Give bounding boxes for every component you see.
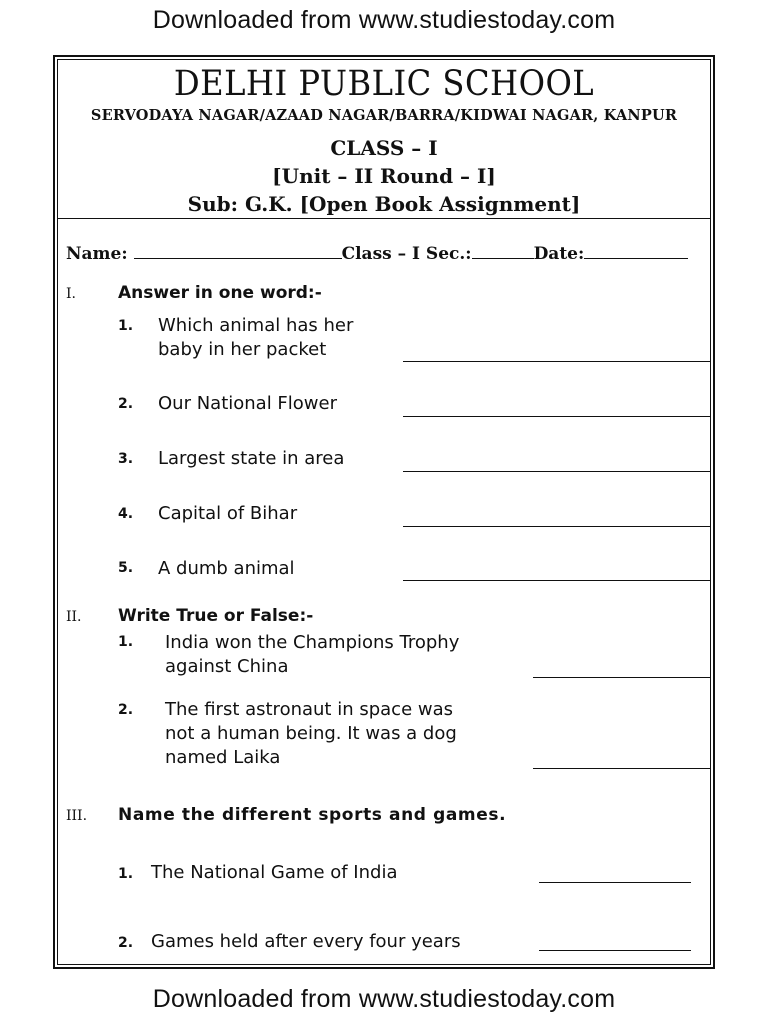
answer-line[interactable] (403, 471, 710, 472)
question-number: 5. (118, 560, 134, 576)
unit-title: [Unit – II Round – I] (272, 164, 496, 188)
section-1-numeral: I. (66, 286, 76, 302)
question-text: The first astronaut in space was not a human being. It was a dog named Laika (165, 699, 457, 768)
answer-line[interactable] (403, 580, 710, 581)
section-blank[interactable] (472, 246, 534, 259)
question-text: Largest state in area (158, 448, 345, 469)
date-blank[interactable] (584, 246, 688, 259)
question-number: 3. (118, 451, 134, 467)
question-number: 2. (118, 396, 134, 412)
download-banner-bottom: Downloaded from www.studiestoday.com (152, 985, 616, 1013)
question-text: Games held after every four years (151, 931, 461, 952)
question-text: India won the Champions Trophy against China (165, 632, 460, 677)
date-label: Date: (533, 244, 585, 264)
answer-line[interactable] (403, 361, 710, 362)
section-2-numeral: II. (66, 609, 82, 625)
answer-line[interactable] (533, 677, 710, 678)
school-address: SERVODAYA NAGAR/AZAAD NAGAR/BARRA/KIDWAI NAGAR, KANPUR (90, 107, 678, 124)
question-text: Which animal has her baby in her packet (158, 315, 354, 360)
question-number: 2. (118, 702, 134, 718)
download-banner-top: Downloaded from www.studiestoday.com (152, 6, 616, 34)
name-label: Name: (66, 244, 128, 264)
answer-line[interactable] (403, 416, 710, 417)
class-title: CLASS – I (330, 136, 438, 160)
answer-line[interactable] (403, 526, 710, 527)
answer-line[interactable] (533, 768, 710, 769)
question-text: The National Game of India (151, 862, 398, 883)
header-divider (57, 218, 711, 219)
question-number: 1. (118, 634, 134, 650)
class-section-label: Class – I Sec.: (341, 244, 472, 264)
answer-line[interactable] (539, 882, 691, 883)
section-3-heading: Name the different sports and games. (118, 805, 507, 825)
section-2-heading: Write True or False:- (118, 606, 314, 626)
question-text: A dumb animal (158, 558, 295, 579)
subject-title: Sub: G.K. [Open Book Assignment] (187, 192, 581, 216)
question-number: 2. (118, 935, 134, 951)
question-text: Our National Flower (158, 393, 337, 414)
student-info-row (66, 244, 688, 264)
school-name: DELHI PUBLIC SCHOOL (173, 64, 595, 104)
question-number: 4. (118, 506, 134, 522)
question-number: 1. (118, 318, 134, 334)
answer-line[interactable] (539, 950, 691, 951)
name-blank[interactable] (134, 246, 342, 259)
section-1-heading: Answer in one word:- (118, 283, 322, 303)
question-number: 1. (118, 866, 134, 882)
section-3-numeral: III. (66, 808, 88, 824)
question-text: Capital of Bihar (158, 503, 298, 524)
